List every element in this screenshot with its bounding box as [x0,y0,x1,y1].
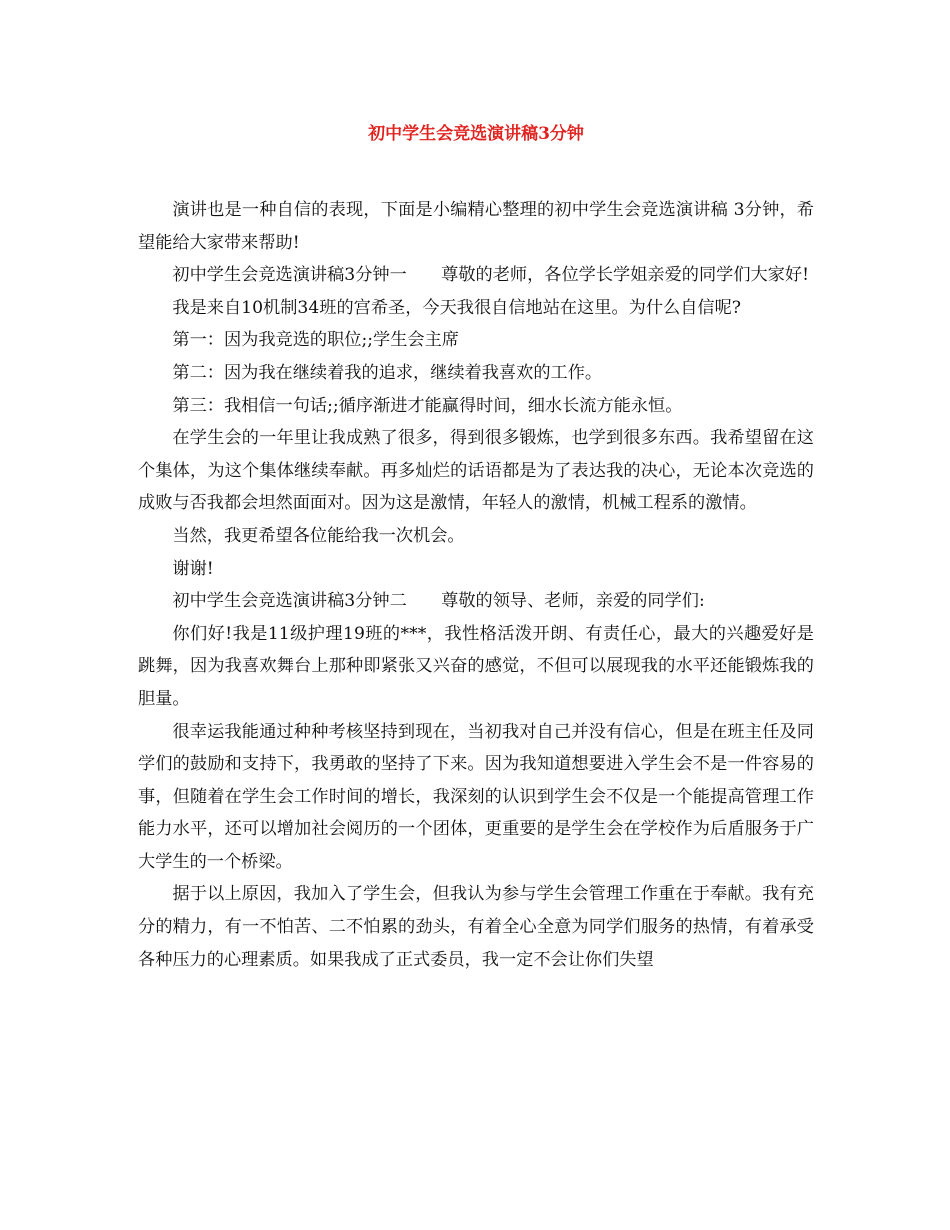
paragraph: 你们好!我是11级护理19班的***，我性格活泼开朗、有责任心，最大的兴趣爱好是跳舞，因为我喜欢舞台上那种即紧张又兴奋的感觉，不但可以展现我的水平还能锻炼我的胆量。 [138,623,814,709]
document-page [138,118,814,976]
document-title: 初中学生会竞选演讲稿3分钟 [368,124,584,144]
paragraph: 第三：我相信一句话;;循序渐进才能赢得时间，细水长流方能永恒。 [172,395,683,416]
paragraph: 谢谢! [172,558,214,579]
paragraph: 我是来自10机制34班的宫希圣，今天我很自信地站在这里。为什么自信呢? [172,297,741,318]
paragraph-speech-two-greeting: 初中学生会竞选演讲稿3分钟二 尊敬的领导、老师，亲爱的同学们: [172,591,705,612]
paragraph: 第二：因为我在继续着我的追求，继续着我喜欢的工作。 [172,362,603,383]
document-body [138,194,814,976]
paragraph-intro: 演讲也是一种自信的表现，下面是小编精心整理的初中学生会竞选演讲稿 3分钟，希望能给大家带来帮助! [138,200,814,253]
paragraph: 在学生会的一年里让我成熟了很多，得到很多锻炼，也学到很多东西。我希望留在这个集体，为这个集体继续奉献。再多灿烂的话语都是为了表达我的决心，无论本次竞选的成败与否我都会坦然面面对。因为这是激情，年轻人的激情，机械工程系的激情。 [138,428,814,514]
paragraph: 第一：因为我竞选的职位;;学生会主席 [172,330,459,351]
paragraph: 很幸运我能通过种种考核坚持到现在，当初我对自己并没有信心，但是在班主任及同学们的鼓励和支持下，我勇敢的坚持了下来。因为我知道想要进入学生会不是一件容易的事，但随着在学生会工作时间的增长，我深刻的认识到学生会不仅是一个能提高管理工作能力水平，还可以增加社会阅历的一个团体，更重要的是学生会在学校作为后盾服务于广大学生的一个桥梁。 [138,721,814,872]
paragraph: 据于以上原因，我加入了学生会，但我认为参与学生会管理工作重在于奉献。我有充分的精力，有一不怕苦、二不怕累的劲头，有着全心全意为同学们服务的热情，有着承受各种压力的心理素质。如果我成了正式委员，我一定不会让你们失望 [138,884,814,970]
paragraph-speech-one-greeting: 初中学生会竞选演讲稿3分钟一 尊敬的老师，各位学长学姐亲爱的同学们大家好! [172,265,809,286]
paragraph: 当然，我更希望各位能给我一次机会。 [172,525,465,546]
